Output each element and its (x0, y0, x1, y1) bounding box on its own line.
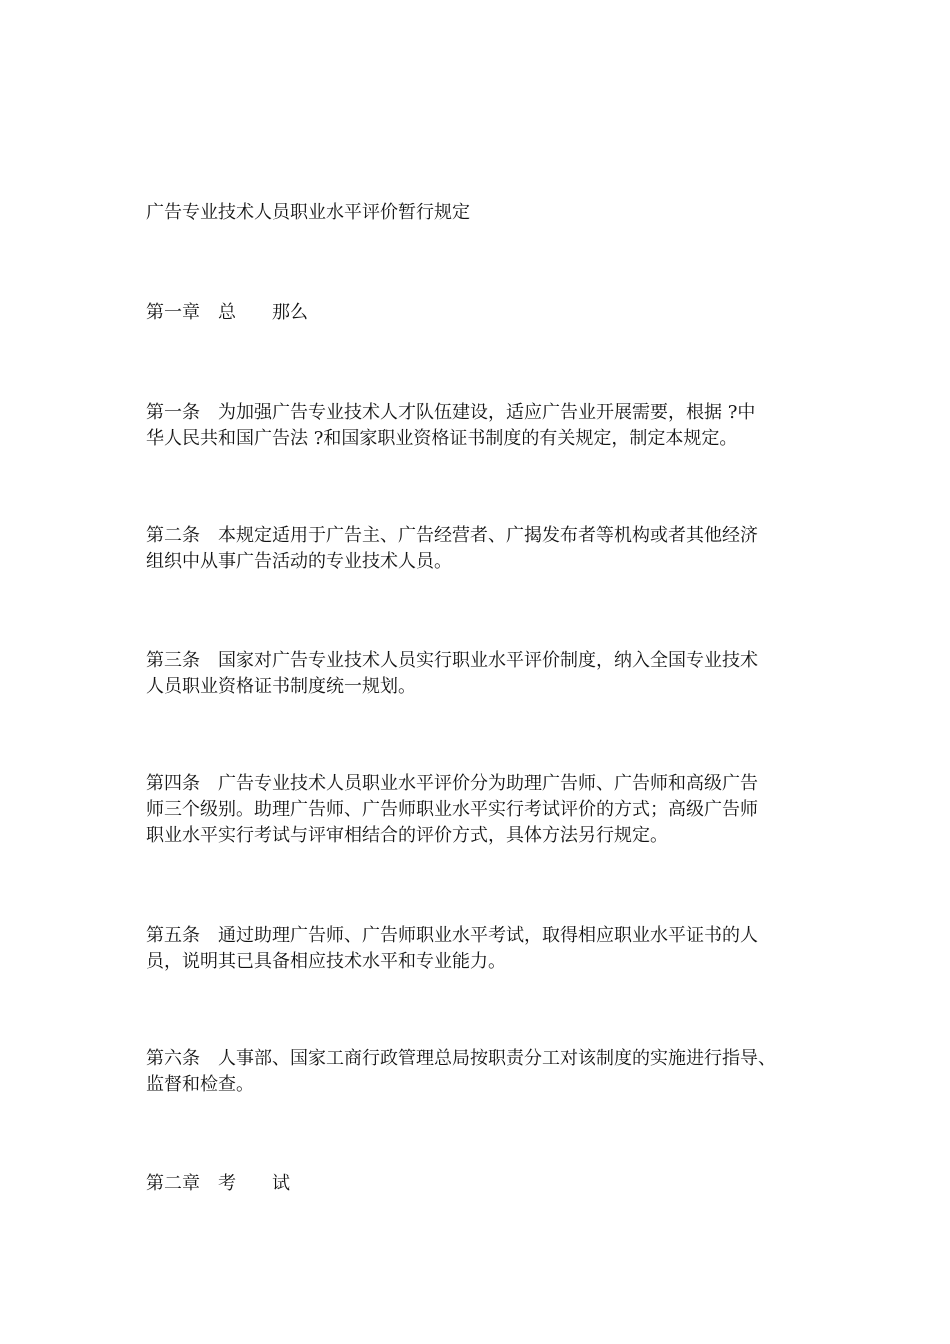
article-4: 第四条 广告专业技术人员职业水平评价分为助理广告师、广告师和高级广告 师三个级别。助理广告师、广告师职业水平实行考试评价的方式；高级广告师 职业水平实行考试与评审相结合的评价方式，具体方法另行规定。 (146, 773, 758, 846)
document-title: 广告专业技术人员职业水平评价暂行规定 (146, 202, 470, 223)
article-5: 第五条 通过助理广告师、广告师职业水平考试，取得相应职业水平证书的人 员，说明其已具备相应技术水平和专业能力。 (146, 925, 758, 972)
article-3: 第三条 国家对广告专业技术人员实行职业水平评价制度，纳入全国专业技术 人员职业资格证书制度统一规划。 (146, 650, 758, 697)
chapter-1-heading: 第一章 总 那么 (146, 302, 308, 323)
article-2: 第二条 本规定适用于广告主、广告经营者、广揭发布者等机构或者其他经济 组织中从事广告活动的专业技术人员。 (146, 525, 758, 572)
chapter-2-heading: 第二章 考 试 (146, 1173, 290, 1194)
article-6: 第六条 人事部、国家工商行政管理总局按职责分工对该制度的实施进行指导、 监督和检查。 (146, 1048, 776, 1095)
article-1: 第一条 为加强广告专业技术人才队伍建设，适应广告业开展需要，根据 ?中 华人民共和国广告法 ?和国家职业资格证书制度的有关规定，制定本规定。 (146, 402, 756, 449)
